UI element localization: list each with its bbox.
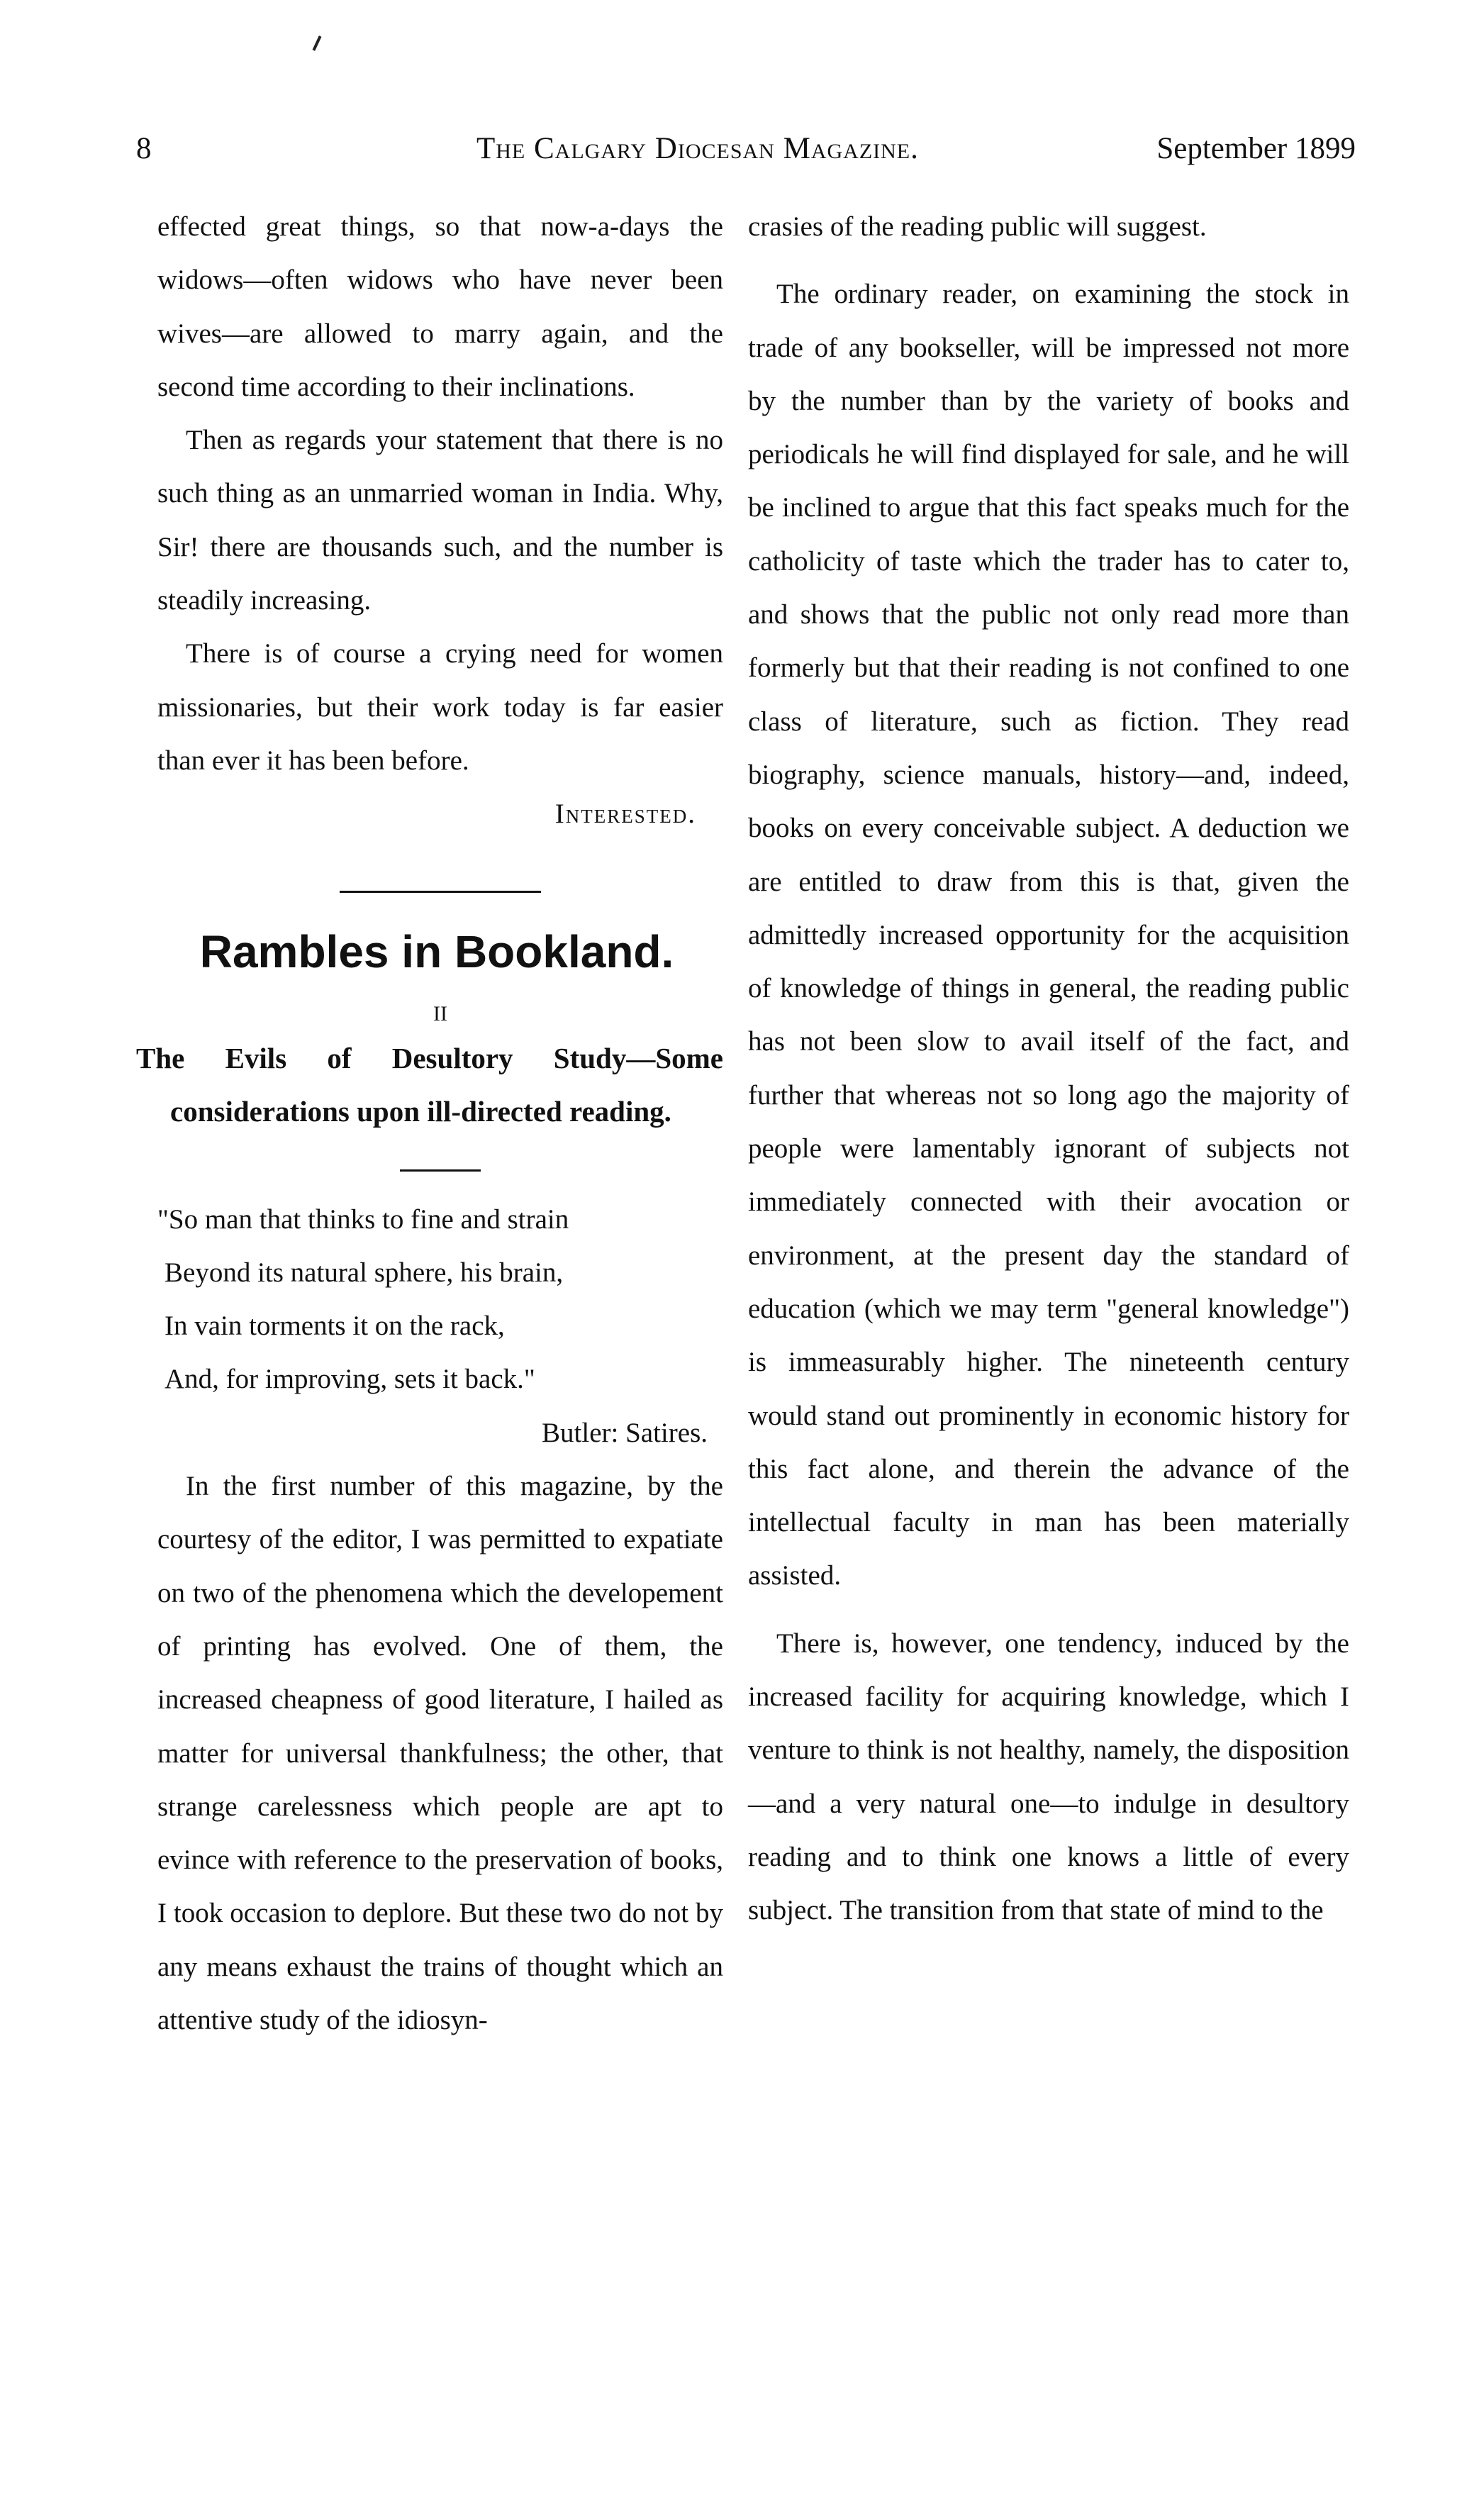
verse-line: "So man that thinks to fine and strain (157, 1203, 569, 1235)
article-paragraph: There is, however, one tendency, induced by the increased facility for acquiring knowledge, which I venture to think is not healthy, namely, the disposition—and a very natural one—to indulge in desultory reading and to think one knows a little of every subject. The transition from that state of mind to the (748, 1628, 1349, 1926)
verse-line: And, for improving, sets it back." (164, 1364, 535, 1395)
article-title: Rambles in Bookland. (199, 925, 674, 977)
article-subheading: The Evils of Desultory Study—Some considerations upon ill-directed reading. (136, 1041, 723, 1128)
letter-signature: Interested. (554, 799, 696, 830)
issue-date: September 1899 (1156, 132, 1356, 165)
verse-line: In vain torments it on the rack, (164, 1311, 505, 1342)
page-header (136, 126, 1356, 172)
magazine-title: The Calgary Diocesan Magazine. (476, 132, 919, 165)
epigraph-verse (157, 1193, 723, 1406)
section-divider (340, 891, 541, 893)
stray-ink-mark (313, 35, 322, 51)
letter-paragraph: There is of course a crying need for women missionaries, but their work today is far easier than ever it has been before. (157, 638, 723, 776)
subheading-divider (400, 1169, 481, 1172)
article-paragraph: In the first number of this magazine, by the courtesy of the editor, I was permitted to expatiate on two of the phenomena which the developement of printing has evolved. One of them, the increased cheapness of good literature, I hailed as matter for universal thankfulness; the other, that strange carelessness which people are apt to evince with reference to the preservation of books, I took occasion to deplore. But these two do not by any means exhaust the trains of thought which an attentive study of the idiosyn- (157, 1471, 723, 2036)
article-paragraph: The ordinary reader, on examining the stock in trade of any bookseller, will be impressed not more by the number than by the variety of books and periodicals he will find displayed for sale, and he will be inclined to argue that this fact speaks much for the catholicity of taste which the trader has to cater to, and shows that the public not only read more than formerly but that their reading is not confined to one class of literature, such as fiction. They read biography, science manuals, history—and, indeed, books on every conceivable subject. A deduction we are entitled to draw from this is that, given the admittedly increased opportunity for the acquisition of knowledge of things in general, the reading public has not been slow to avail itself of the fact, and further that whereas not so long ago the majority of people were lamentably ignorant of subjects not immediately connected with their avocation or environment, at the present day the standard of education (which we may term "general knowledge") is immeasurably higher. The nineteenth century would stand out prominently in economic history for this fact alone, and therein the advance of the intellectual faculty in man has been materially assisted. (748, 279, 1349, 1591)
article-part-number: II (433, 1001, 447, 1025)
right-column (748, 200, 1349, 1937)
verse-line: Beyond its natural sphere, his brain, (164, 1257, 564, 1288)
left-column (136, 200, 723, 2047)
article-paragraph-continued: crasies of the reading public will suggest. (748, 211, 1207, 242)
letter-paragraph-continued: effected great things, so that now-a-days the widows—often widows who have never been wives—are allowed to marry again, and the second time according to their inclinations. (157, 211, 723, 402)
page-number: 8 (136, 132, 152, 165)
letter-paragraph: Then as regards your statement that there is no such thing as an unmarried woman in India. Why, Sir! there are thousands such, and the number is steadily increasing. (157, 425, 723, 616)
verse-attribution: Butler: Satires. (542, 1417, 708, 1448)
